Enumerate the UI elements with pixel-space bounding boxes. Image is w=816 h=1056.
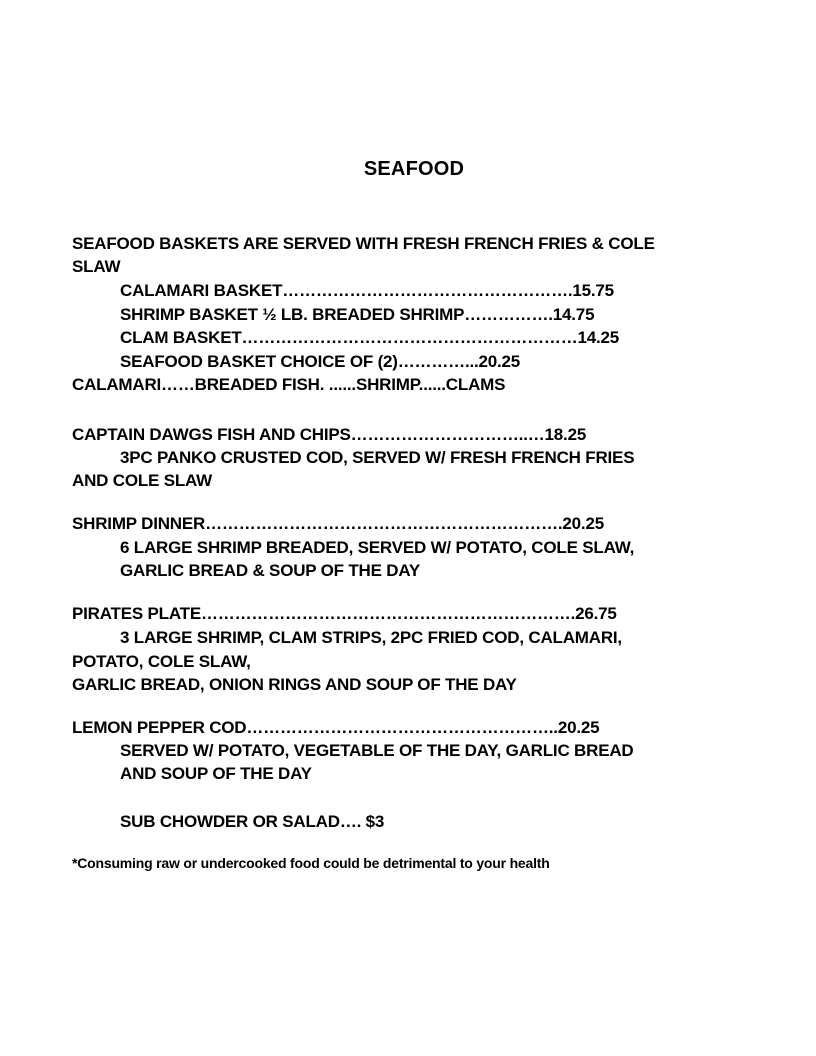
- shrimp-dinner-description-2: GARLIC BREAD & SOUP OF THE DAY: [120, 561, 421, 580]
- pirates-plate-description-3: GARLIC BREAD, ONION RINGS AND SOUP OF THE DAY: [72, 675, 517, 694]
- baskets-intro-line-1: SEAFOOD BASKETS ARE SERVED WITH FRESH FRENCH FRIES & COLE: [72, 234, 655, 253]
- health-disclaimer: *Consuming raw or undercooked food could be detrimental to your health: [72, 855, 550, 871]
- menu-item-shrimp-basket: SHRIMP BASKET ½ LB. BREADED SHRIMP…………….14.75: [120, 305, 595, 324]
- pirates-plate-description-1: 3 LARGE SHRIMP, CLAM STRIPS, 2PC FRIED COD, CALAMARI,: [120, 628, 622, 647]
- menu-item-shrimp-dinner: SHRIMP DINNER……………………………………………………….20.25: [72, 514, 604, 533]
- menu-item-lemon-pepper-cod: LEMON PEPPER COD………………………………………………..20.25: [72, 718, 600, 737]
- shrimp-dinner-description-1: 6 LARGE SHRIMP BREADED, SERVED W/ POTATO, COLE SLAW,: [120, 538, 635, 557]
- menu-item-clam-basket: CLAM BASKET……………………………………………………14.25: [120, 328, 620, 347]
- lemon-pepper-cod-description-2: AND SOUP OF THE DAY: [120, 764, 312, 783]
- baskets-intro-line-2: SLAW: [72, 257, 121, 276]
- sub-chowder-or-salad: SUB CHOWDER OR SALAD…. $3: [120, 812, 385, 831]
- seafood-basket-choices: CALAMARI……BREADED FISH. ......SHRIMP......CLAMS: [72, 375, 506, 394]
- fish-and-chips-description-2: AND COLE SLAW: [72, 471, 213, 490]
- menu-item-pirates-plate: PIRATES PLATE………………………………………………………….26.75: [72, 604, 617, 623]
- pirates-plate-description-2: POTATO, COLE SLAW,: [72, 652, 251, 671]
- menu-item-calamari-basket: CALAMARI BASKET…………………………………………….15.75: [120, 281, 614, 300]
- lemon-pepper-cod-description-1: SERVED W/ POTATO, VEGETABLE OF THE DAY, GARLIC BREAD: [120, 741, 634, 760]
- fish-and-chips-description-1: 3PC PANKO CRUSTED COD, SERVED W/ FRESH FRENCH FRIES: [120, 448, 635, 467]
- menu-item-seafood-basket: SEAFOOD BASKET CHOICE OF (2)…………...20.25: [120, 352, 521, 371]
- page-title: SEAFOOD: [363, 158, 465, 180]
- menu-item-fish-and-chips: CAPTAIN DAWGS FISH AND CHIPS…………………………..…18.25: [72, 425, 587, 444]
